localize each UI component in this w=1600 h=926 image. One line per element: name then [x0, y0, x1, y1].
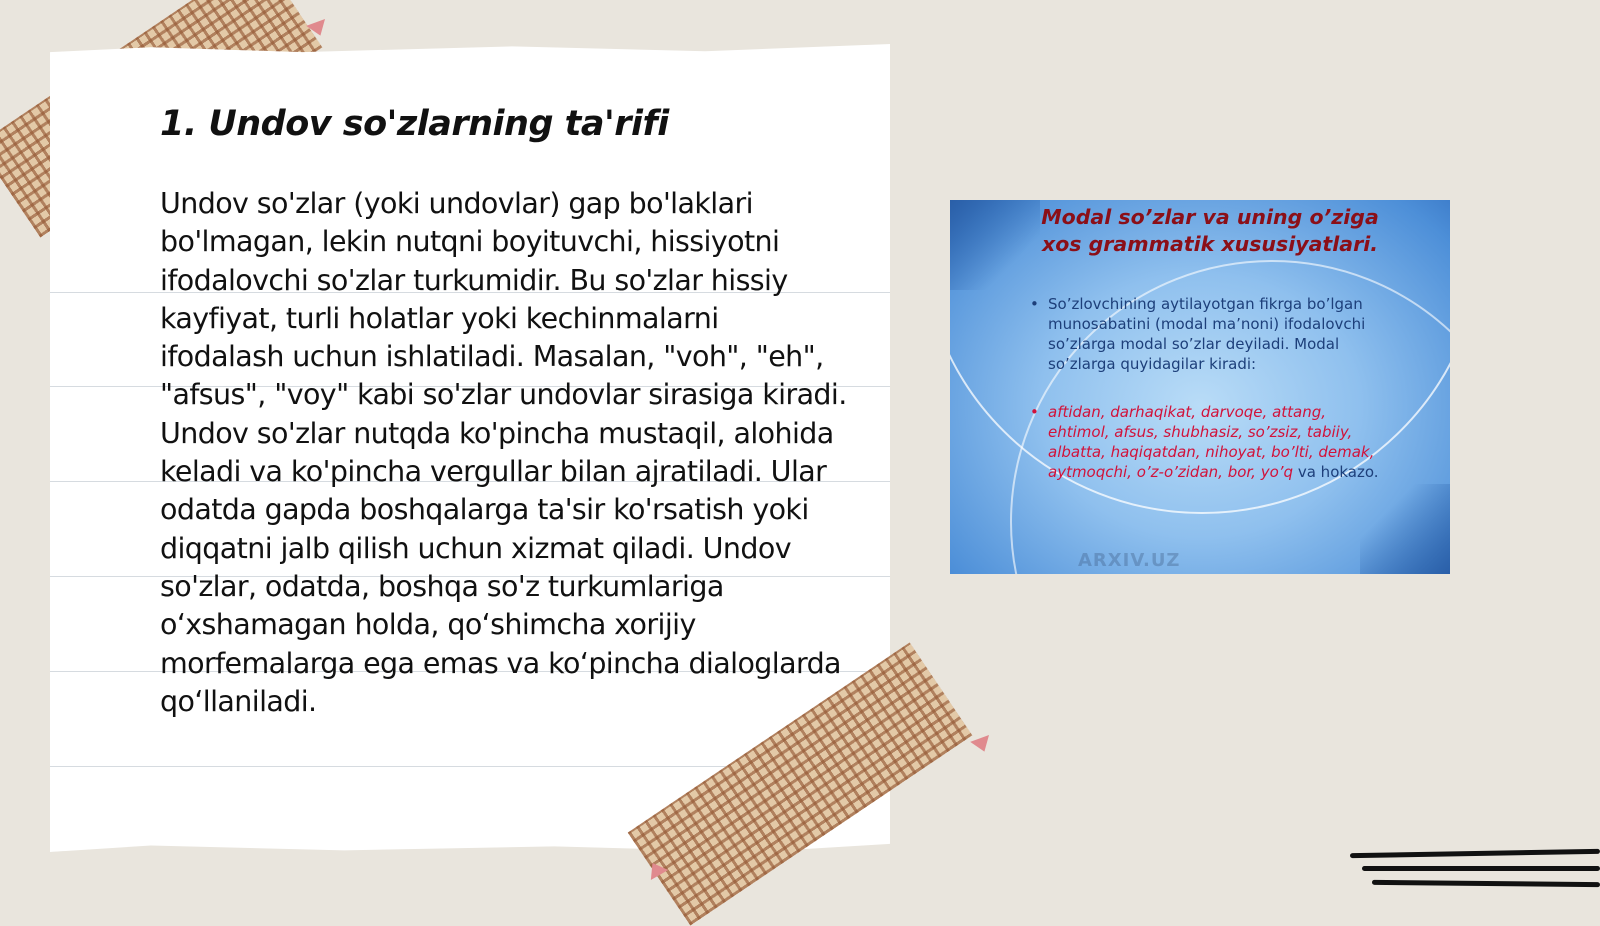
tape-corner-decoration — [970, 735, 994, 755]
slide-bullet-list — [1030, 294, 1390, 482]
section-title: 1. Undov so'zlarning ta'rifi — [160, 104, 669, 144]
slide-item-text: So’zlovchining aytilayotgan fikrga bo’lgan munosabatini (modal ma’noni) ifodalovchi so’zlarga modal so’zlar deyiladi. Modal so’zlarga quyidagilar kiradi: — [1048, 295, 1366, 373]
bullet-icon: • — [1030, 295, 1039, 313]
slide-bullet-item — [1030, 294, 1390, 374]
modal-words-list: aftidan, darhaqikat, darvoqe, attang, ehtimol, afsus, shubhasiz, so’zsiz, tabiiy, albatta, haqiqatdan, nihoyat, bo’lti, demak, aytmoqchi, o’z-o’zidan, bor, yo’q — [1048, 403, 1375, 481]
brush-stroke-decoration — [1362, 866, 1600, 871]
slide-item-tail: va hokazo. — [1297, 463, 1379, 481]
bullet-icon: • — [1030, 403, 1039, 421]
slide-image — [950, 200, 1450, 574]
brush-stroke-decoration — [1372, 880, 1600, 887]
slide-title: Modal so’zlar va uning o’ziga xos grammatik xususiyatlari. — [1041, 205, 1379, 256]
tape-corner-decoration — [306, 19, 330, 39]
brush-stroke-decoration — [1350, 849, 1600, 858]
watermark-logo: ARXIV.UZ — [1078, 550, 1181, 571]
slide-bullet-item — [1030, 402, 1390, 482]
definition-paragraph: Undov so'zlar (yoki undovlar) gap bo'laklari bo'lmagan, lekin nutqni boyituvchi, hissiyotni ifodalovchi so'zlar turkumidir. Bu so'zlar hissiy kayfiyat, turli holatlar yoki kechinmalarni ifodalash uchun ishlatiladi. Masalan, "voh", "eh", "afsus", "voy" kabi so'zlar undovlar sirasiga kiradi. Undov so'zlar nutqda ko'pincha mustaqil, alohida keladi va ko'pincha vergullar bilan ajratiladi. Ular odatda gapda boshqalarga ta'sir ko'rsatish yoki diqqatni jalb qilish uchun xizmat qiladi. Undov so'zlar, odatda, boshqa so'z turkumlariga o‘xshamagan holda, qo‘shimcha xorijiy morfemalarga ega emas va ko‘pincha dialoglarda qo‘llaniladi. — [160, 187, 847, 718]
